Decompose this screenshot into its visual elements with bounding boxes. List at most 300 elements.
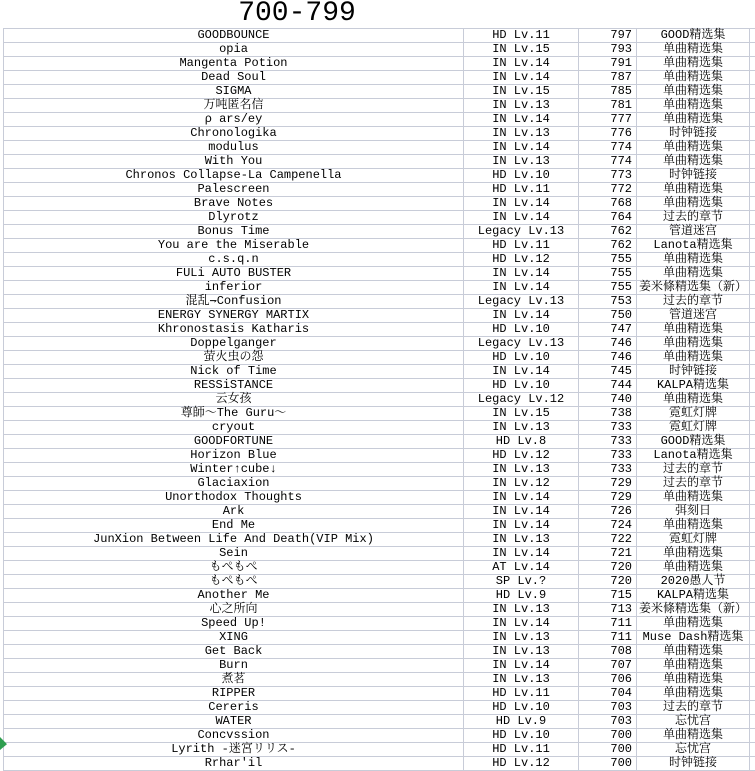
cell-score[interactable]: 755 (579, 253, 637, 266)
cell-empty[interactable] (750, 197, 755, 210)
cell-empty[interactable] (750, 505, 755, 518)
cell-difficulty[interactable]: HD Lv.11 (464, 29, 579, 42)
cell-category[interactable]: Muse Dash精选集 (637, 631, 750, 644)
cell-category[interactable]: 管道迷宫 (637, 309, 750, 322)
cell-score[interactable]: 764 (579, 211, 637, 224)
cell-category[interactable]: 过去的章节 (637, 211, 750, 224)
cell-category[interactable]: 单曲精选集 (637, 547, 750, 560)
cell-empty[interactable] (750, 701, 755, 714)
cell-category[interactable]: 单曲精选集 (637, 267, 750, 280)
cell-difficulty[interactable]: IN Lv.14 (464, 113, 579, 126)
cell-score[interactable]: 772 (579, 183, 637, 196)
table-row[interactable] (4, 197, 755, 211)
cell-song-title[interactable]: Nick of Time (4, 365, 464, 378)
cell-score[interactable]: 733 (579, 463, 637, 476)
cell-difficulty[interactable]: HD Lv.10 (464, 701, 579, 714)
cell-category[interactable]: 单曲精选集 (637, 85, 750, 98)
table-row[interactable] (4, 435, 755, 449)
cell-song-title[interactable]: Glaciaxion (4, 477, 464, 490)
cell-score[interactable]: 707 (579, 659, 637, 672)
cell-difficulty[interactable]: IN Lv.13 (464, 645, 579, 658)
cell-category[interactable]: 2020愚人节 (637, 575, 750, 588)
cell-empty[interactable] (750, 589, 755, 602)
cell-difficulty[interactable]: HD Lv.11 (464, 687, 579, 700)
cell-song-title[interactable]: Unorthodox Thoughts (4, 491, 464, 504)
table-row[interactable] (4, 463, 755, 477)
cell-empty[interactable] (750, 113, 755, 126)
cell-difficulty[interactable]: IN Lv.13 (464, 421, 579, 434)
cell-song-title[interactable]: JunXion Between Life And Death(VIP Mix) (4, 533, 464, 546)
cell-category[interactable]: 单曲精选集 (637, 729, 750, 742)
cell-score[interactable]: 700 (579, 757, 637, 770)
cell-category[interactable]: 单曲精选集 (637, 71, 750, 84)
cell-song-title[interactable]: Ark (4, 505, 464, 518)
cell-score[interactable]: 746 (579, 351, 637, 364)
cell-score[interactable]: 744 (579, 379, 637, 392)
table-row[interactable] (4, 617, 755, 631)
cell-category[interactable]: 忘忧宫 (637, 743, 750, 756)
cell-difficulty[interactable]: IN Lv.14 (464, 267, 579, 280)
cell-empty[interactable] (750, 99, 755, 112)
cell-category[interactable]: 过去的章节 (637, 463, 750, 476)
cell-difficulty[interactable]: SP Lv.? (464, 575, 579, 588)
cell-difficulty[interactable]: HD Lv.9 (464, 589, 579, 602)
cell-empty[interactable] (750, 617, 755, 630)
cell-difficulty[interactable]: IN Lv.14 (464, 71, 579, 84)
cell-song-title[interactable]: Dead Soul (4, 71, 464, 84)
cell-difficulty[interactable]: IN Lv.14 (464, 519, 579, 532)
cell-song-title[interactable]: Winter↑cube↓ (4, 463, 464, 476)
cell-category[interactable]: 单曲精选集 (637, 645, 750, 658)
cell-empty[interactable] (750, 449, 755, 462)
cell-category[interactable]: 单曲精选集 (637, 519, 750, 532)
cell-empty[interactable] (750, 435, 755, 448)
cell-category[interactable]: 单曲精选集 (637, 491, 750, 504)
table-row[interactable] (4, 183, 755, 197)
cell-song-title[interactable]: Chronos Collapse-La Campenella (4, 169, 464, 182)
cell-score[interactable]: 729 (579, 477, 637, 490)
cell-empty[interactable] (750, 393, 755, 406)
cell-song-title[interactable]: Palescreen (4, 183, 464, 196)
table-row[interactable] (4, 631, 755, 645)
cell-song-title[interactable]: With You (4, 155, 464, 168)
cell-score[interactable]: 773 (579, 169, 637, 182)
cell-category[interactable]: 过去的章节 (637, 295, 750, 308)
cell-score[interactable]: 774 (579, 141, 637, 154)
cell-song-title[interactable]: 混乱⇁Confusion (4, 295, 464, 308)
cell-song-title[interactable]: Another Me (4, 589, 464, 602)
cell-score[interactable]: 781 (579, 99, 637, 112)
table-row[interactable] (4, 505, 755, 519)
cell-category[interactable]: KALPA精选集 (637, 589, 750, 602)
cell-category[interactable]: 姜米條精选集（新） (637, 603, 750, 616)
cell-category[interactable]: 单曲精选集 (637, 155, 750, 168)
cell-score[interactable]: 726 (579, 505, 637, 518)
cell-difficulty[interactable]: HD Lv.12 (464, 253, 579, 266)
cell-difficulty[interactable]: IN Lv.15 (464, 85, 579, 98)
cell-category[interactable]: 过去的章节 (637, 477, 750, 490)
cell-difficulty[interactable]: Legacy Lv.12 (464, 393, 579, 406)
cell-empty[interactable] (750, 127, 755, 140)
cell-empty[interactable] (750, 519, 755, 532)
cell-score[interactable]: 713 (579, 603, 637, 616)
cell-difficulty[interactable]: IN Lv.13 (464, 155, 579, 168)
cell-song-title[interactable]: Burn (4, 659, 464, 672)
cell-difficulty[interactable]: IN Lv.14 (464, 57, 579, 70)
cell-score[interactable]: 776 (579, 127, 637, 140)
cell-difficulty[interactable]: IN Lv.14 (464, 197, 579, 210)
cell-category[interactable]: 单曲精选集 (637, 561, 750, 574)
cell-empty[interactable] (750, 743, 755, 756)
cell-score[interactable]: 711 (579, 631, 637, 644)
cell-song-title[interactable]: Concvssion (4, 729, 464, 742)
cell-difficulty[interactable]: Legacy Lv.13 (464, 337, 579, 350)
cell-score[interactable]: 715 (579, 589, 637, 602)
cell-empty[interactable] (750, 645, 755, 658)
cell-empty[interactable] (750, 379, 755, 392)
cell-song-title[interactable]: WATER (4, 715, 464, 728)
table-row[interactable] (4, 477, 755, 491)
cell-score[interactable]: 785 (579, 85, 637, 98)
cell-song-title[interactable]: End Me (4, 519, 464, 532)
table-row[interactable] (4, 407, 755, 421)
cell-category[interactable]: 时钟链接 (637, 365, 750, 378)
cell-difficulty[interactable]: IN Lv.15 (464, 407, 579, 420)
cell-score[interactable]: 733 (579, 421, 637, 434)
cell-category[interactable]: KALPA精选集 (637, 379, 750, 392)
cell-song-title[interactable]: XING (4, 631, 464, 644)
table-row[interactable] (4, 687, 755, 701)
cell-difficulty[interactable]: IN Lv.14 (464, 365, 579, 378)
cell-song-title[interactable]: Cereris (4, 701, 464, 714)
cell-song-title[interactable]: GOODBOUNCE (4, 29, 464, 42)
cell-empty[interactable] (750, 421, 755, 434)
cell-score[interactable]: 738 (579, 407, 637, 420)
cell-score[interactable]: 703 (579, 715, 637, 728)
table-row[interactable] (4, 169, 755, 183)
cell-empty[interactable] (750, 155, 755, 168)
cell-score[interactable]: 768 (579, 197, 637, 210)
cell-empty[interactable] (750, 253, 755, 266)
cell-category[interactable]: 单曲精选集 (637, 673, 750, 686)
cell-empty[interactable] (750, 169, 755, 182)
cell-score[interactable]: 762 (579, 239, 637, 252)
cell-category[interactable]: 霓虹灯牌 (637, 421, 750, 434)
table-row[interactable] (4, 295, 755, 309)
table-row[interactable] (4, 85, 755, 99)
cell-category[interactable]: 忘忧宫 (637, 715, 750, 728)
table-row[interactable] (4, 57, 755, 71)
cell-difficulty[interactable]: IN Lv.13 (464, 463, 579, 476)
cell-category[interactable]: 单曲精选集 (637, 323, 750, 336)
cell-category[interactable]: GOOD精选集 (637, 435, 750, 448)
cell-empty[interactable] (750, 183, 755, 196)
cell-song-title[interactable]: modulus (4, 141, 464, 154)
cell-category[interactable]: 单曲精选集 (637, 57, 750, 70)
cell-category[interactable]: 姜米條精选集（新） (637, 281, 750, 294)
cell-difficulty[interactable]: IN Lv.13 (464, 99, 579, 112)
cell-empty[interactable] (750, 729, 755, 742)
cell-score[interactable]: 787 (579, 71, 637, 84)
cell-category[interactable]: 单曲精选集 (637, 687, 750, 700)
cell-song-title[interactable]: Lyrith -迷宮リリス- (4, 743, 464, 756)
cell-empty[interactable] (750, 533, 755, 546)
cell-song-title[interactable]: FULi AUTO BUSTER (4, 267, 464, 280)
cell-difficulty[interactable]: IN Lv.13 (464, 631, 579, 644)
table-row[interactable] (4, 421, 755, 435)
cell-song-title[interactable]: ρ ars/ey (4, 113, 464, 126)
cell-song-title[interactable]: Doppelganger (4, 337, 464, 350)
cell-difficulty[interactable]: IN Lv.14 (464, 141, 579, 154)
cell-score[interactable]: 708 (579, 645, 637, 658)
cell-category[interactable]: 管道迷宫 (637, 225, 750, 238)
cell-score[interactable]: 750 (579, 309, 637, 322)
table-row[interactable] (4, 449, 755, 463)
cell-category[interactable]: 单曲精选集 (637, 197, 750, 210)
cell-difficulty[interactable]: IN Lv.14 (464, 547, 579, 560)
cell-score[interactable]: 762 (579, 225, 637, 238)
cell-score[interactable]: 745 (579, 365, 637, 378)
table-row[interactable] (4, 239, 755, 253)
cell-song-title[interactable]: GOODFORTUNE (4, 435, 464, 448)
cell-song-title[interactable]: SIGMA (4, 85, 464, 98)
cell-song-title[interactable]: もぺもぺ (4, 575, 464, 588)
cell-score[interactable]: 722 (579, 533, 637, 546)
cell-empty[interactable] (750, 575, 755, 588)
cell-song-title[interactable]: 尊師～The Guru～ (4, 407, 464, 420)
cell-song-title[interactable]: Bonus Time (4, 225, 464, 238)
cell-category[interactable]: GOOD精选集 (637, 29, 750, 42)
cell-song-title[interactable]: Chronologika (4, 127, 464, 140)
cell-song-title[interactable]: Sein (4, 547, 464, 560)
cell-category[interactable]: 霓虹灯牌 (637, 407, 750, 420)
cell-empty[interactable] (750, 757, 755, 770)
cell-score[interactable]: 711 (579, 617, 637, 630)
cell-song-title[interactable]: Horizon Blue (4, 449, 464, 462)
table-row[interactable] (4, 379, 755, 393)
cell-song-title[interactable]: 万吨匿名信 (4, 99, 464, 112)
table-row[interactable] (4, 281, 755, 295)
cell-score[interactable]: 733 (579, 435, 637, 448)
cell-category[interactable]: 单曲精选集 (637, 43, 750, 56)
cell-empty[interactable] (750, 547, 755, 560)
cell-empty[interactable] (750, 337, 755, 350)
cell-difficulty[interactable]: HD Lv.12 (464, 449, 579, 462)
cell-difficulty[interactable]: AT Lv.14 (464, 561, 579, 574)
cell-song-title[interactable]: 煮茗 (4, 673, 464, 686)
table-row[interactable] (4, 393, 755, 407)
cell-empty[interactable] (750, 29, 755, 42)
table-row[interactable] (4, 603, 755, 617)
table-row[interactable] (4, 155, 755, 169)
table-row[interactable] (4, 323, 755, 337)
cell-song-title[interactable]: Rrhar'il (4, 757, 464, 770)
table-row[interactable] (4, 519, 755, 533)
cell-category[interactable]: 单曲精选集 (637, 183, 750, 196)
cell-empty[interactable] (750, 687, 755, 700)
table-row[interactable] (4, 351, 755, 365)
cell-empty[interactable] (750, 239, 755, 252)
table-row[interactable] (4, 757, 755, 771)
cell-empty[interactable] (750, 225, 755, 238)
cell-difficulty[interactable]: IN Lv.13 (464, 533, 579, 546)
table-row[interactable] (4, 253, 755, 267)
cell-song-title[interactable]: Speed Up! (4, 617, 464, 630)
cell-empty[interactable] (750, 141, 755, 154)
cell-empty[interactable] (750, 477, 755, 490)
table-row[interactable] (4, 589, 755, 603)
table-row[interactable] (4, 645, 755, 659)
cell-category[interactable]: 单曲精选集 (637, 253, 750, 266)
cell-score[interactable]: 703 (579, 701, 637, 714)
cell-difficulty[interactable]: HD Lv.11 (464, 743, 579, 756)
cell-song-title[interactable]: 心之所向 (4, 603, 464, 616)
cell-category[interactable]: 单曲精选集 (637, 141, 750, 154)
table-row[interactable] (4, 715, 755, 729)
cell-empty[interactable] (750, 71, 755, 84)
table-row[interactable] (4, 659, 755, 673)
cell-difficulty[interactable]: HD Lv.10 (464, 729, 579, 742)
cell-category[interactable]: 过去的章节 (637, 701, 750, 714)
cell-score[interactable]: 720 (579, 561, 637, 574)
cell-song-title[interactable]: You are the Miserable (4, 239, 464, 252)
cell-category[interactable]: 霓虹灯牌 (637, 533, 750, 546)
cell-difficulty[interactable]: IN Lv.14 (464, 505, 579, 518)
cell-empty[interactable] (750, 407, 755, 420)
cell-category[interactable]: Lanota精选集 (637, 449, 750, 462)
cell-difficulty[interactable]: IN Lv.13 (464, 673, 579, 686)
cell-song-title[interactable]: Get Back (4, 645, 464, 658)
cell-song-title[interactable]: opia (4, 43, 464, 56)
table-row[interactable] (4, 99, 755, 113)
table-row[interactable] (4, 267, 755, 281)
cell-empty[interactable] (750, 631, 755, 644)
cell-song-title[interactable]: ENERGY SYNERGY MARTIX (4, 309, 464, 322)
cell-category[interactable]: 时钟链接 (637, 757, 750, 770)
cell-category[interactable]: 单曲精选集 (637, 659, 750, 672)
cell-score[interactable]: 753 (579, 295, 637, 308)
cell-song-title[interactable]: cryout (4, 421, 464, 434)
cell-empty[interactable] (750, 211, 755, 224)
cell-difficulty[interactable]: Legacy Lv.13 (464, 225, 579, 238)
cell-score[interactable]: 720 (579, 575, 637, 588)
cell-difficulty[interactable]: IN Lv.14 (464, 309, 579, 322)
cell-difficulty[interactable]: Legacy Lv.13 (464, 295, 579, 308)
cell-empty[interactable] (750, 463, 755, 476)
cell-song-title[interactable]: Khronostasis Katharis (4, 323, 464, 336)
cell-score[interactable]: 740 (579, 393, 637, 406)
cell-score[interactable]: 791 (579, 57, 637, 70)
cell-empty[interactable] (750, 673, 755, 686)
table-row[interactable] (4, 113, 755, 127)
cell-score[interactable]: 793 (579, 43, 637, 56)
cell-empty[interactable] (750, 309, 755, 322)
cell-empty[interactable] (750, 603, 755, 616)
cell-empty[interactable] (750, 281, 755, 294)
cell-category[interactable]: Lanota精选集 (637, 239, 750, 252)
cell-score[interactable]: 724 (579, 519, 637, 532)
cell-empty[interactable] (750, 491, 755, 504)
cell-empty[interactable] (750, 57, 755, 70)
cell-difficulty[interactable]: HD Lv.9 (464, 715, 579, 728)
cell-song-title[interactable]: RIPPER (4, 687, 464, 700)
cell-difficulty[interactable]: IN Lv.15 (464, 43, 579, 56)
cell-empty[interactable] (750, 43, 755, 56)
cell-difficulty[interactable]: HD Lv.11 (464, 239, 579, 252)
cell-song-title[interactable]: Dlyrotz (4, 211, 464, 224)
table-row[interactable] (4, 29, 755, 43)
cell-score[interactable]: 721 (579, 547, 637, 560)
table-row[interactable] (4, 743, 755, 757)
table-row[interactable] (4, 491, 755, 505)
table-row[interactable] (4, 337, 755, 351)
table-row[interactable] (4, 729, 755, 743)
cell-category[interactable]: 弭刻日 (637, 505, 750, 518)
cell-song-title[interactable]: Mangenta Potion (4, 57, 464, 70)
cell-difficulty[interactable]: IN Lv.14 (464, 281, 579, 294)
cell-difficulty[interactable]: IN Lv.13 (464, 603, 579, 616)
cell-category[interactable]: 单曲精选集 (637, 351, 750, 364)
cell-empty[interactable] (750, 659, 755, 672)
table-row[interactable] (4, 533, 755, 547)
cell-category[interactable]: 单曲精选集 (637, 617, 750, 630)
table-row[interactable] (4, 71, 755, 85)
cell-song-title[interactable]: c.s.q.n (4, 253, 464, 266)
cell-score[interactable]: 729 (579, 491, 637, 504)
table-row[interactable] (4, 575, 755, 589)
cell-score[interactable]: 746 (579, 337, 637, 350)
table-row[interactable] (4, 547, 755, 561)
cell-score[interactable]: 797 (579, 29, 637, 42)
cell-category[interactable]: 单曲精选集 (637, 113, 750, 126)
cell-category[interactable]: 时钟链接 (637, 127, 750, 140)
table-row[interactable] (4, 141, 755, 155)
cell-difficulty[interactable]: HD Lv.10 (464, 169, 579, 182)
cell-difficulty[interactable]: IN Lv.14 (464, 211, 579, 224)
cell-difficulty[interactable]: HD Lv.10 (464, 351, 579, 364)
cell-score[interactable]: 747 (579, 323, 637, 336)
table-row[interactable] (4, 43, 755, 57)
table-row[interactable] (4, 309, 755, 323)
cell-difficulty[interactable]: IN Lv.14 (464, 659, 579, 672)
cell-category[interactable]: 单曲精选集 (637, 337, 750, 350)
cell-song-title[interactable]: 云女孩 (4, 393, 464, 406)
table-row[interactable] (4, 127, 755, 141)
table-row[interactable] (4, 225, 755, 239)
cell-difficulty[interactable]: HD Lv.11 (464, 183, 579, 196)
cell-difficulty[interactable]: HD Lv.10 (464, 323, 579, 336)
cell-song-title[interactable]: もぺもぺ (4, 561, 464, 574)
cell-empty[interactable] (750, 365, 755, 378)
cell-score[interactable]: 755 (579, 281, 637, 294)
cell-empty[interactable] (750, 561, 755, 574)
cell-difficulty[interactable]: IN Lv.14 (464, 617, 579, 630)
cell-empty[interactable] (750, 715, 755, 728)
cell-score[interactable]: 755 (579, 267, 637, 280)
cell-score[interactable]: 700 (579, 729, 637, 742)
cell-score[interactable]: 733 (579, 449, 637, 462)
cell-score[interactable]: 704 (579, 687, 637, 700)
cell-difficulty[interactable]: IN Lv.12 (464, 477, 579, 490)
table-row[interactable] (4, 211, 755, 225)
cell-category[interactable]: 单曲精选集 (637, 99, 750, 112)
cell-category[interactable]: 时钟链接 (637, 169, 750, 182)
cell-score[interactable]: 700 (579, 743, 637, 756)
cell-score[interactable]: 774 (579, 155, 637, 168)
cell-empty[interactable] (750, 85, 755, 98)
table-row[interactable] (4, 673, 755, 687)
cell-category[interactable]: 单曲精选集 (637, 393, 750, 406)
